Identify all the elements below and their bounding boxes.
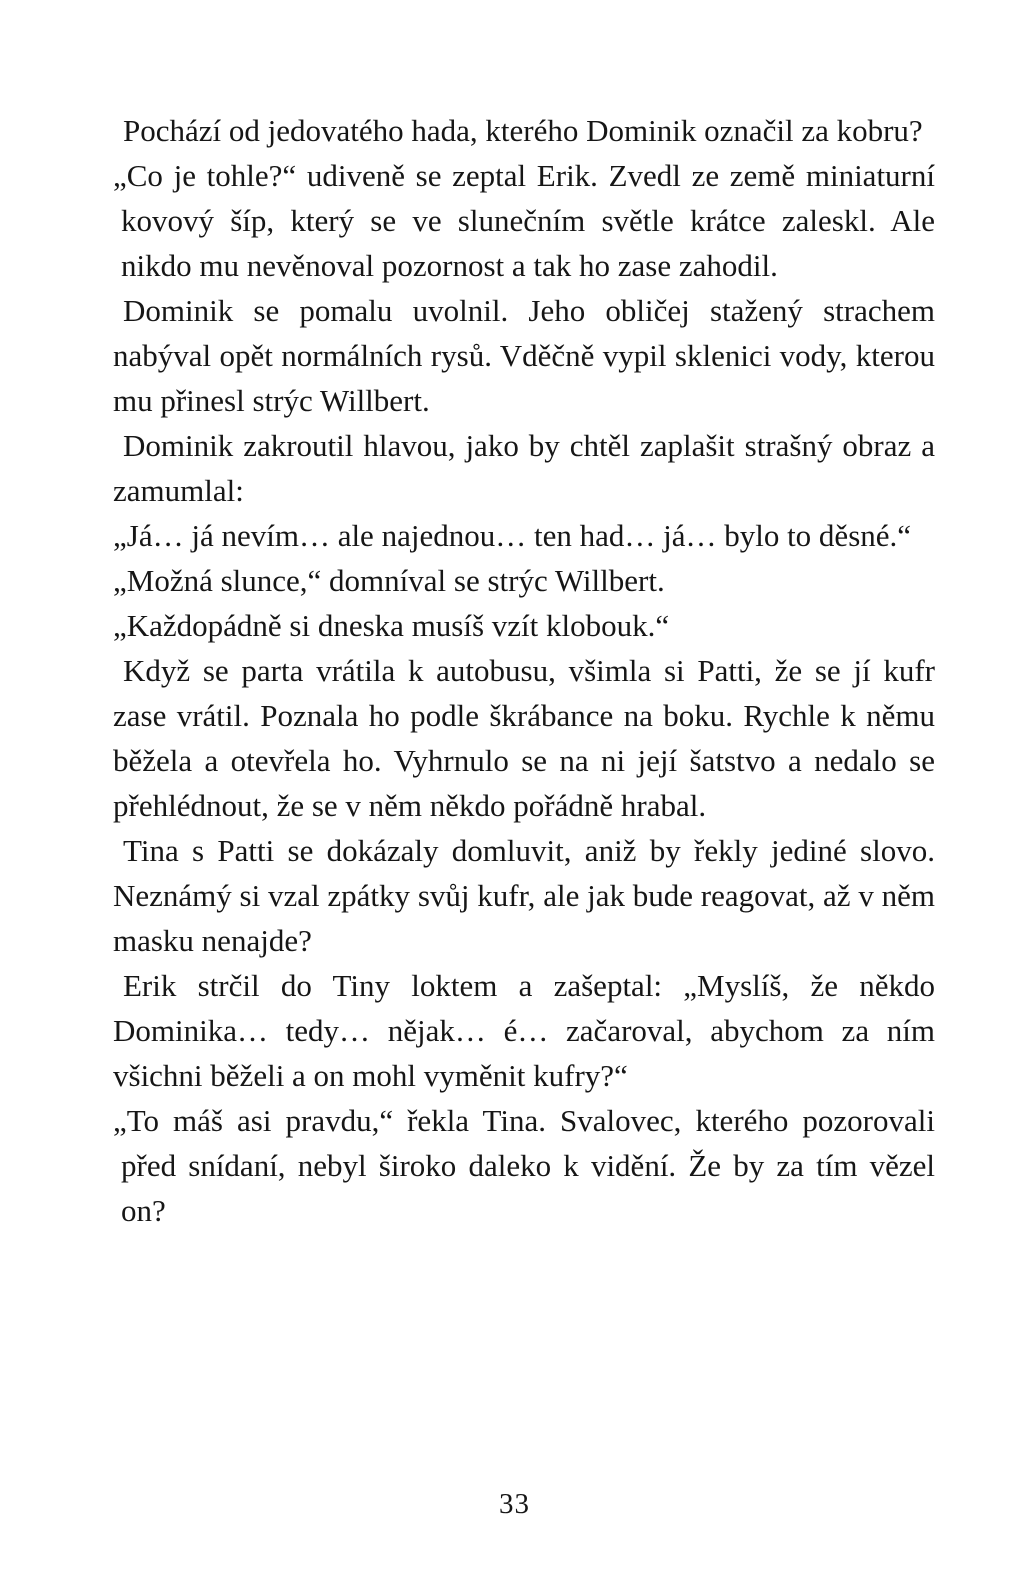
paragraph: „Každopádně si dneska musíš vzít klobouk.“ — [113, 608, 670, 643]
paragraph: Pochází od jedovatého hada, kterého Dominik označil za kobru? — [123, 113, 923, 148]
paragraph: Dominik zakroutil hlavou, jako by chtěl zaplašit strašný obraz a zamumlal: — [113, 428, 935, 508]
paragraph: „Co je tohle?“ udiveně se zeptal Erik. Zvedl ze země miniaturní kovový šíp, který se ve slunečním světle krátce zaleskl. Ale nikdo mu nevěnoval pozornost a tak ho zase zahodil. — [113, 158, 935, 283]
page-text — [113, 108, 935, 1233]
paragraph: Erik strčil do Tiny loktem a zašeptal: „Myslíš, že někdo Dominika… tedy… nějak… é… začaroval, abychom za ním všichni běželi a on mohl vyměnit kufry?“ — [113, 968, 935, 1093]
paragraph: Dominik se pomalu uvolnil. Jeho obličej stažený strachem nabýval opět normálních rysů. Vděčně vypil sklenici vody, kterou mu přinesl strýc Willbert. — [113, 293, 935, 418]
paragraph: „Možná slunce,“ domníval se strýc Willbert. — [113, 563, 665, 598]
page-number: 33 — [499, 1488, 530, 1520]
paragraph: „To máš asi pravdu,“ řekla Tina. Svalovec, kterého pozorovali před snídaní, nebyl široko daleko k vidění. Že by za tím vězel on? — [113, 1103, 935, 1228]
paragraph: Tina s Patti se dokázaly domluvit, aniž by řekly jediné slovo. Neznámý si vzal zpátky svůj kufr, ale jak bude reagovat, až v něm masku nenajde? — [113, 833, 935, 958]
paragraph: Když se parta vrátila k autobusu, všimla si Patti, že se jí kufr zase vrátil. Poznala ho podle škrábance na boku. Rychle k němu běžela a otevřela ho. Vyhrnulo se na ni její šatstvo a nedalo se přehlédnout, že se v něm někdo pořádně hrabal. — [113, 653, 935, 823]
paragraph: „Já… já nevím… ale najednou… ten had… já… bylo to děsné.“ — [113, 518, 912, 553]
